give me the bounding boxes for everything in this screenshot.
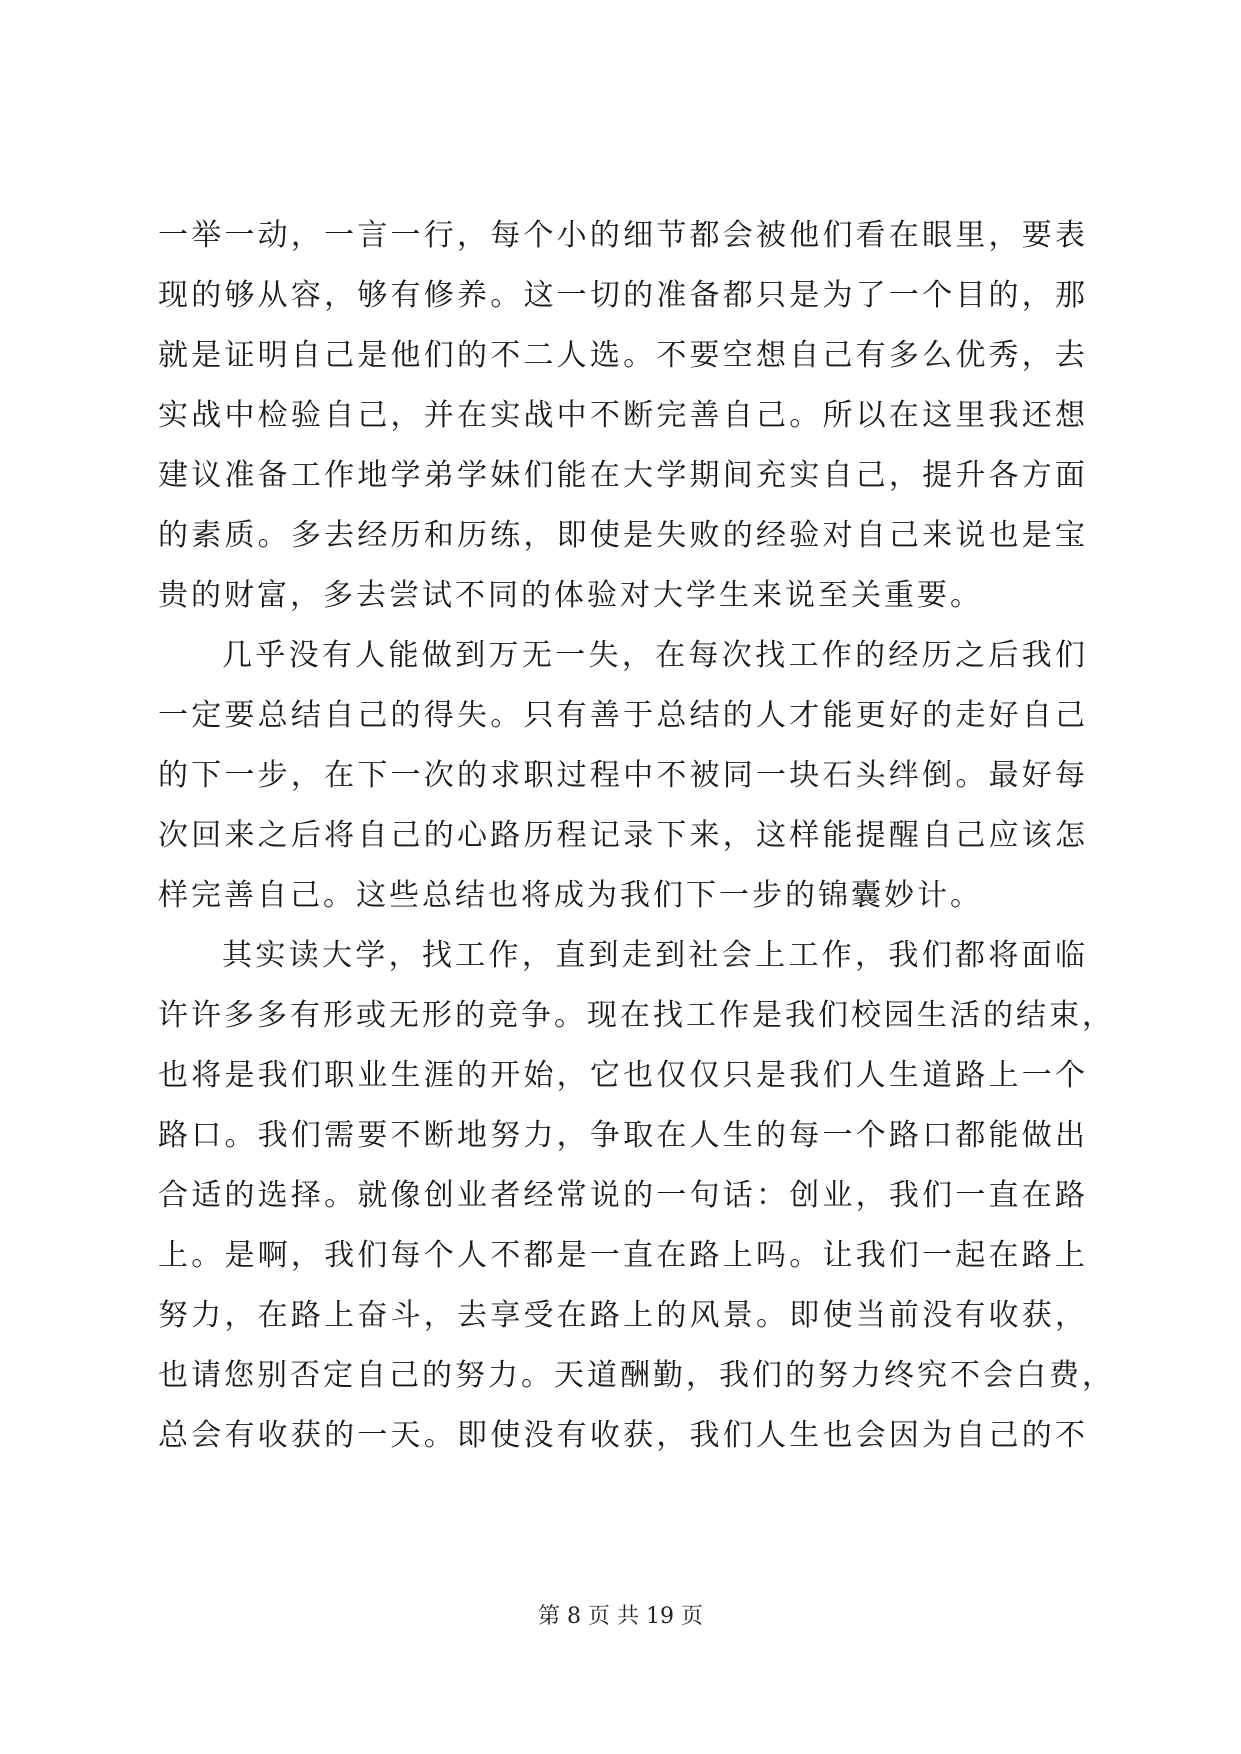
text-line: 的素质。多去经历和历练，即使是失败的经验对自己来说也是宝 <box>158 518 1088 553</box>
text-line: 其实读大学，找工作，直到走到社会上工作，我们都将面临 <box>222 938 1088 973</box>
text-line: 一定要总结自己的得失。只有善于总结的人才能更好的走好自己 <box>158 698 1088 733</box>
text-line: 合适的选择。就像创业者经常说的一句话：创业，我们一直在路 <box>158 1178 1088 1213</box>
text-line: 总会有收获的一天。即使没有收获，我们人生也会因为自己的不 <box>158 1418 1088 1453</box>
text-line: 的下一步，在下一次的求职过程中不被同一块石头绊倒。最好每 <box>158 758 1088 793</box>
text-line: 努力，在路上奋斗，去享受在路上的风景。即使当前没有收获， <box>158 1298 1088 1333</box>
paragraph-2 <box>158 626 1088 926</box>
text-line: 实战中检验自己，并在实战中不断完善自己。所以在这里我还想 <box>158 398 1088 433</box>
text-line: 上。是啊，我们每个人不都是一直在路上吗。让我们一起在路上 <box>158 1238 1088 1273</box>
page-number-label: 第 8 页 共 19 页 <box>538 1604 703 1629</box>
text-line: 就是证明自己是他们的不二人选。不要空想自己有多么优秀，去 <box>158 338 1088 373</box>
text-line: 几乎没有人能做到万无一失，在每次找工作的经历之后我们 <box>222 638 1088 673</box>
body-text <box>158 206 1115 1466</box>
text-line: 许许多多有形或无形的竞争。现在找工作是我们校园生活的结束， <box>158 998 1115 1033</box>
text-line: 路口。我们需要不断地努力，争取在人生的每一个路口都能做出 <box>158 1118 1088 1153</box>
paragraph-3 <box>158 926 1115 1466</box>
page-footer <box>0 1602 1241 1632</box>
paragraph-1 <box>158 206 1088 626</box>
text-line: 也将是我们职业生涯的开始，它也仅仅只是我们人生道路上一个 <box>158 1058 1088 1093</box>
text-line: 建议准备工作地学弟学妹们能在大学期间充实自己，提升各方面 <box>158 458 1088 493</box>
text-line: 贵的财富，多去尝试不同的体验对大学生来说至关重要。 <box>158 578 983 613</box>
text-line: 现的够从容，够有修养。这一切的准备都只是为了一个目的，那 <box>158 278 1088 313</box>
text-line: 也请您别否定自己的努力。天道酬勤，我们的努力终究不会白费， <box>158 1358 1115 1393</box>
text-line: 样完善自己。这些总结也将成为我们下一步的锦囊妙计。 <box>158 878 983 913</box>
text-line: 次回来之后将自己的心路历程记录下来，这样能提醒自己应该怎 <box>158 818 1088 853</box>
text-line: 一举一动，一言一行，每个小的细节都会被他们看在眼里，要表 <box>158 218 1088 253</box>
